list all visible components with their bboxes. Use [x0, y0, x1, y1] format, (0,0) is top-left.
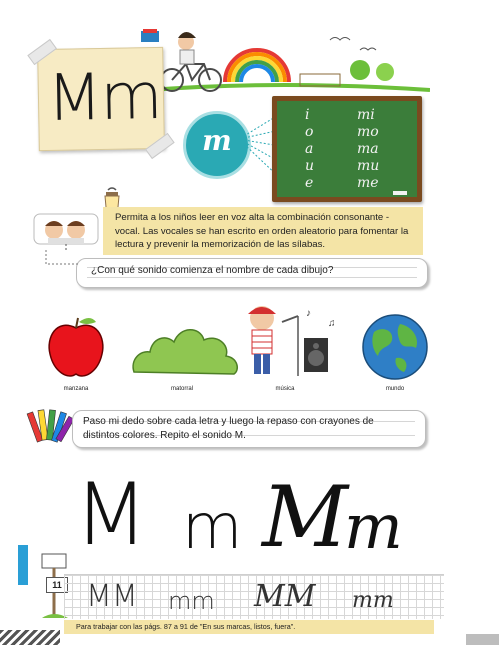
teacher-note: [103, 207, 423, 255]
globe-icon: [360, 312, 430, 382]
child-icon: [178, 32, 196, 64]
practice-cursive-upper: MM: [254, 579, 316, 614]
print-lower-letter: m: [182, 490, 243, 563]
page-tab: [466, 634, 499, 645]
footer-text: Para trabajar con las págs. 87 a 91 de "En sus marcas, listos, fuera".: [76, 622, 296, 631]
teacher-note-text: Permita a los niños leer en voz alta la combinación consonante - vocal. Las vocales se han escrito en orden aleatorio para fomentar la lectura y prevenir la memorización de las sílabas.: [115, 212, 409, 250]
chalk-icon: [393, 191, 407, 195]
footer-bar: [64, 620, 434, 634]
letter-card: [37, 47, 165, 151]
page-number: 11: [46, 577, 68, 593]
question-text: ¿Con qué sonido comienza el nombre de cada dibujo?: [91, 265, 334, 276]
practice-print-upper: MM: [86, 579, 138, 614]
rainbow-icon: [225, 50, 289, 82]
letter-title: Mm: [46, 59, 162, 136]
consonant-letter: m: [202, 124, 232, 157]
bush-icon: [130, 320, 240, 376]
vowel: o: [305, 124, 314, 140]
apple-icon: [46, 314, 106, 380]
question-bar: [76, 258, 428, 288]
page-corner: [0, 630, 60, 645]
svg-text:♪: ♪: [306, 308, 311, 319]
syllable: mo: [357, 124, 379, 140]
crayons-icon: [26, 400, 74, 448]
syllable: ma: [357, 141, 379, 157]
dashed-connector: [44, 250, 84, 270]
music-boy-icon: [232, 296, 352, 380]
cursive-lower-letter: m: [344, 490, 403, 563]
children-reading-icon: [30, 210, 102, 252]
picture-label: manzana: [63, 386, 89, 392]
picture-label: mundo: [385, 386, 405, 392]
side-tab: [18, 545, 28, 585]
picture-label: música: [275, 386, 295, 392]
chalkboard: [272, 96, 422, 202]
cursive-upper-letter: M: [262, 468, 349, 566]
print-upper-letter: M: [74, 465, 149, 565]
vowel: e: [305, 175, 314, 191]
practice-cursive-lower: mm: [352, 588, 394, 613]
book-logo-icon: [140, 28, 160, 44]
syllable: mu: [357, 158, 380, 174]
header-illustration: [130, 20, 430, 100]
instruction-text: Paso mi dedo sobre cada letra y luego la repaso con crayones de distintos colores. Repito el sonido M.: [83, 416, 374, 441]
practice-grid: [64, 574, 444, 619]
vowel: i: [305, 107, 310, 123]
syllable: me: [357, 175, 379, 191]
svg-text:♫: ♫: [328, 318, 336, 329]
vowel: a: [305, 141, 314, 157]
practice-print-lower: mm: [168, 587, 215, 615]
instruction-bar: [72, 410, 426, 448]
vowel: u: [305, 158, 315, 174]
picture-label: matorral: [170, 386, 193, 392]
syllable: mi: [357, 107, 375, 123]
